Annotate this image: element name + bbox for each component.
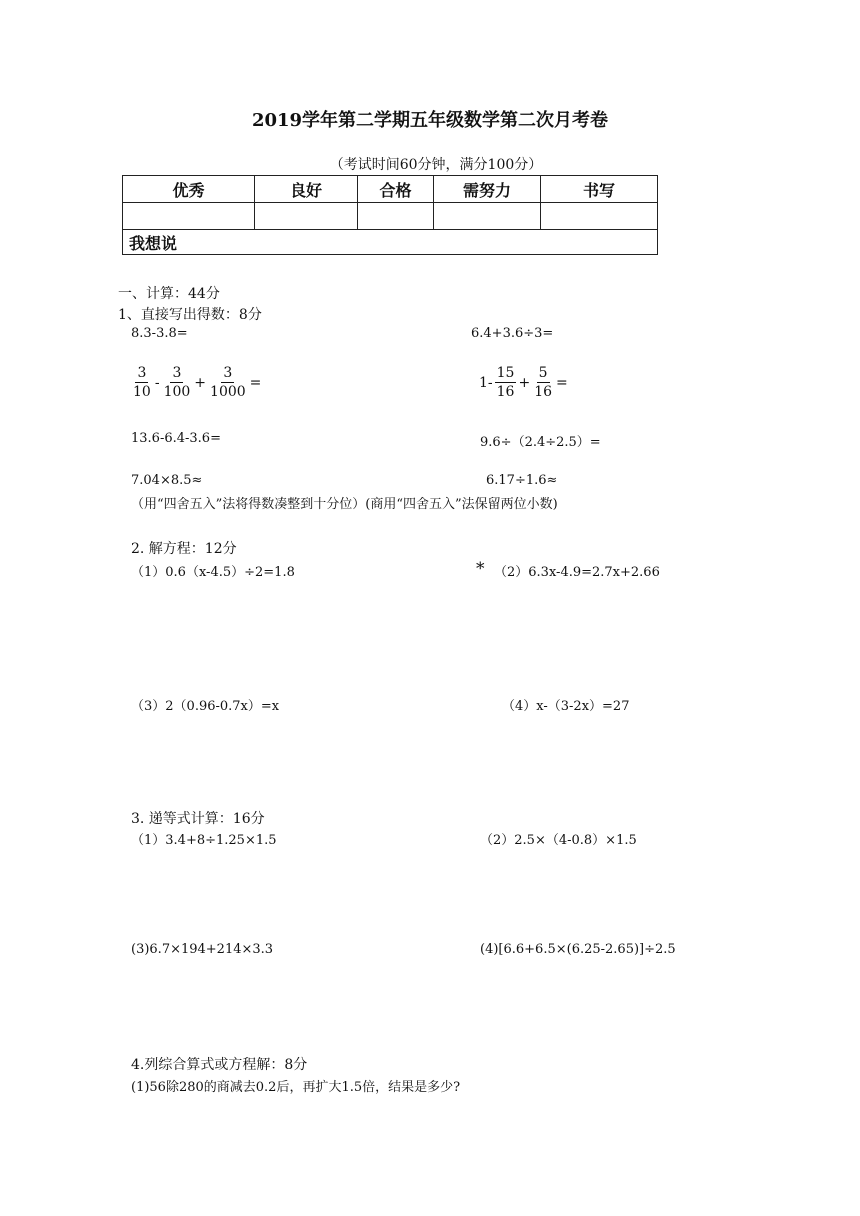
part1-heading: 1、直接写出得数：8分 [118,307,262,323]
question-8: 6.17÷1.6≈ [486,473,558,488]
question-1: 8.3-3.8= [131,326,188,341]
comment-label: 我想说 [123,230,658,255]
score-table [122,175,658,255]
score-cell [255,203,358,230]
section3-heading: 3. 递等式计算：16分 [131,811,265,827]
equation-3: （3）2（0.96-0.7x）=x [131,699,280,714]
rounding-note: （用“四舍五入”法将得数凑整到十分位）(商用“四舍五入”法保留两位小数) [131,497,558,512]
score-cell [434,203,541,230]
fraction: $\frac{3}{10}$ [133,365,151,400]
score-table-header [123,176,658,203]
question-2: 6.4+3.6÷3= [471,326,554,341]
equation-2: （2）6.3x-4.9=2.7x+2.66 [494,565,660,580]
grade-handwriting: 书写 [541,176,658,203]
fraction: $\frac{15}{16}$ [496,365,515,400]
score-cell [358,203,434,230]
grade-good: 良好 [255,176,358,203]
calc-2: （2）2.5×（4-0.8）×1.5 [480,833,637,848]
word-problem-1: (1)56除280的商减去0.2后，再扩大1.5倍，结果是多少? [131,1080,461,1095]
fraction: $\frac{3}{100}$ [163,365,191,400]
calc-1: （1）3.4+8÷1.25×1.5 [131,833,277,848]
score-cell [123,203,255,230]
calc-3: (3)6.7×194+214×3.3 [131,942,274,957]
fraction: $\frac{5}{16}$ [534,365,553,400]
equation-1: （1）0.6（x-4.5）÷2=1.8 [131,565,295,580]
score-cell [541,203,658,230]
score-table-blank-row [123,203,658,230]
question-3: $\frac{3}{10}$ - $\frac{3}{100}$ + $\frac{3}{1000}$ = [133,365,262,400]
question-6: 9.6÷（2.4÷2.5）= [480,435,601,450]
page-title: 2019学年第二学期五年级数学第二次月考卷 [251,110,609,131]
grade-excellent: 优秀 [123,176,255,203]
question-5: 13.6-6.4-3.6= [131,431,221,446]
star-mark: * [476,559,485,579]
question-7: 7.04×8.5≈ [131,473,203,488]
grade-pass: 合格 [358,176,434,203]
exam-info: （考试时间60分钟，满分100分） [329,157,543,173]
fraction: $\frac{3}{1000}$ [210,365,246,400]
question-4: 1- $\frac{15}{16}$ + $\frac{5}{16}$ = [479,365,568,400]
equation-4: （4）x-（3-2x）=27 [502,699,630,714]
section1-heading: 一、计算：44分 [118,286,220,302]
section2-heading: 2. 解方程：12分 [131,541,237,557]
section4-heading: 4.列综合算式或方程解：8分 [131,1057,308,1073]
comment-row [123,230,658,255]
calc-4: (4)[6.6+6.5×(6.25-2.65)]÷2.5 [480,942,676,957]
grade-needs-effort: 需努力 [434,176,541,203]
